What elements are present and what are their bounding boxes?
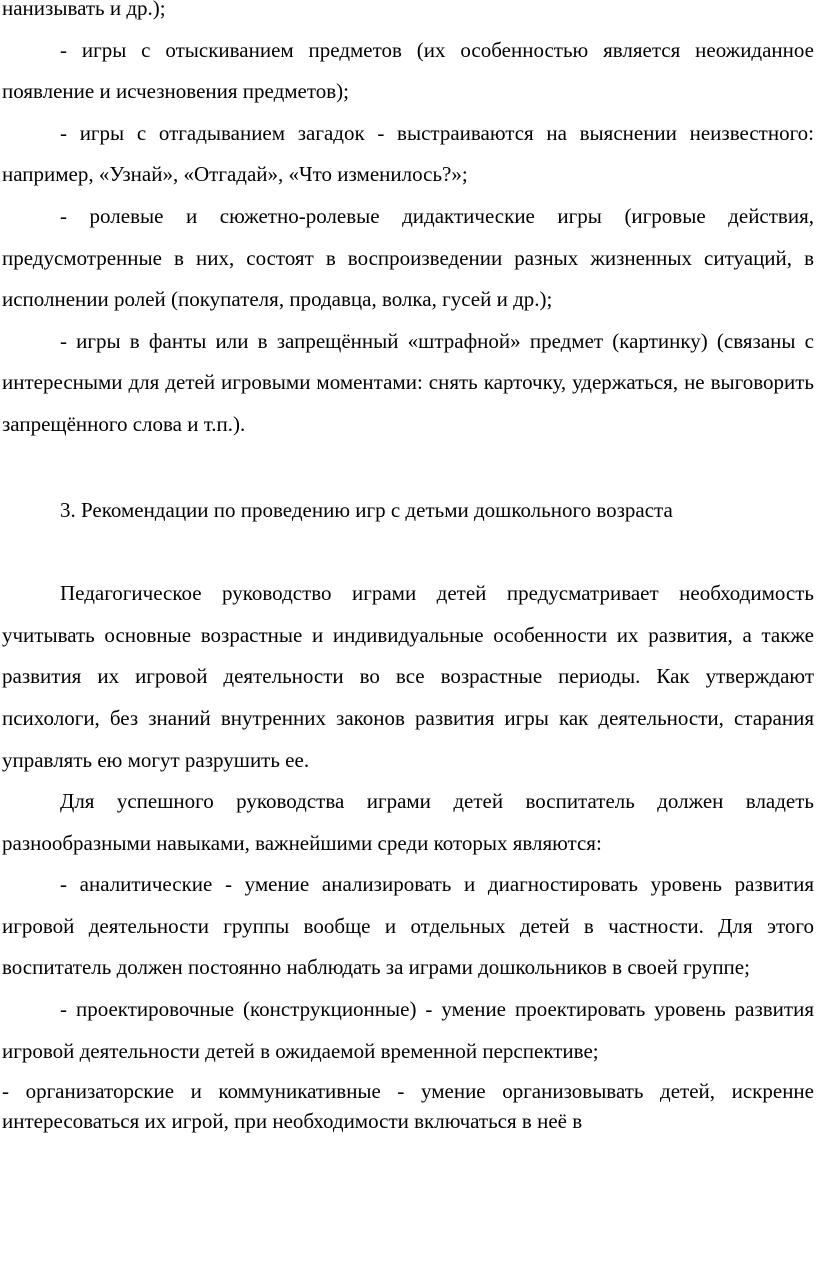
paragraph-guidance: Педагогическое руководство играми детей предусматривает необходимость учитывать основные возрастные и индивидуальные особенности их развития, а также развития их игровой деятельности во все возрастные периоды. Как утверждают психологи, без знаний внутренних законов развития игры как деятельности, старания управлять ею могут разрушить ее. <box>2 581 814 772</box>
list-item-organizational: - организаторские и коммуникативные - умение организовывать детей, искренне интересоваться их игрой, при необходимости включаться в неё в <box>2 1079 814 1134</box>
section-heading: 3. Рекомендации по проведению игр с детьми дошкольного возраста <box>60 497 673 522</box>
list-item-riddle-games: - игры с отгадыванием загадок - выстраиваются на выяснении неизвестного: например, «Узнай», «Отгадай», «Что изменилось?»; <box>2 120 814 187</box>
paragraph-skills-intro: Для успешного руководства играми детей воспитатель должен владеть разнообразными навыками, важнейшими среди которых являются: <box>2 789 814 855</box>
list-item-forfeit-games: - игры в фанты или в запрещённый «штрафной» предмет (картинку) (связаны с интересными для детей игровыми моментами: снять карточку, удержаться, не выговорить запрещённого слова и т.п.). <box>2 328 814 436</box>
paragraph-continuation: нанизывать и др.); <box>2 0 166 20</box>
list-item-search-games: - игры с отыскиванием предметов (их особенностью является неожиданное появление и исчезновения предметов); <box>2 37 814 104</box>
spacer <box>2 531 814 573</box>
list-item-analytical: - аналитические - умение анализировать и диагностировать уровень развития игровой деятельности группы вообще и отдельных детей в частности. Для этого воспитатель должен постоянно наблюдать за играми дошкольников в своей группе; <box>2 872 814 980</box>
spacer <box>2 446 814 490</box>
list-item-design: - проектировочные (конструкционные) - умение проектировать уровень развития игровой деятельности детей в ожидаемой временной перспективе; <box>2 997 814 1063</box>
list-item-role-games: - ролевые и сюжетно-ролевые дидактические игры (игровые действия, предусмотренные в них, состоят в воспроизведении разных жизненных ситуаций, в исполнении ролей (покупателя, продавца, волка, гусей и др.); <box>2 203 814 312</box>
